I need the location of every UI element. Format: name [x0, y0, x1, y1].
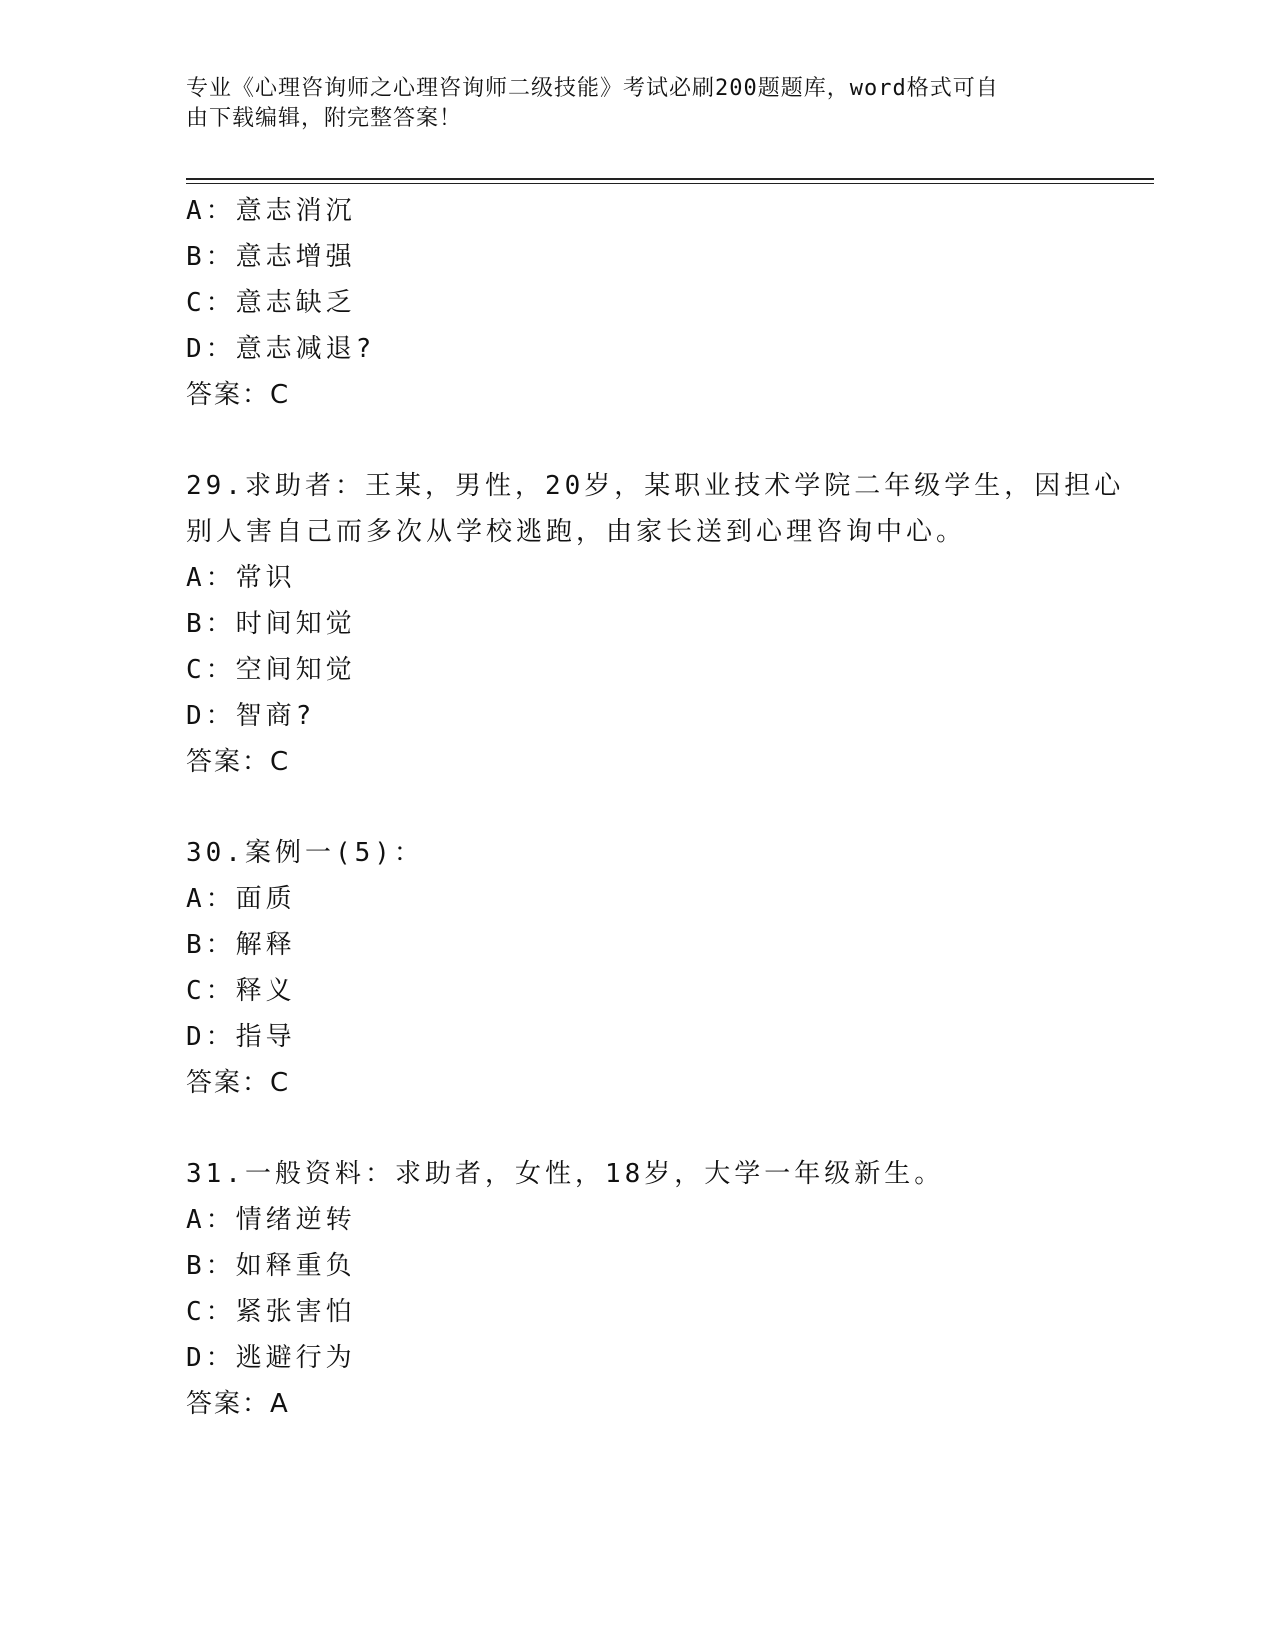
answer-label: 答案： — [186, 1068, 271, 1098]
option-a: A：面质 — [186, 884, 296, 914]
answer-value: C — [270, 1068, 291, 1098]
header-line-1: 专业《心理咨询师之心理咨询师二级技能》考试必刷200题题库，word格式可自 — [186, 76, 999, 101]
answer-value: A — [270, 1389, 290, 1419]
question-block — [186, 1151, 1154, 1427]
question-text-line: 别人害自己而多次从学校逃跑，由家长送到心理咨询中心。 — [186, 517, 967, 547]
answer-line — [186, 1060, 1154, 1106]
answer-line — [186, 739, 1154, 785]
option-d: D：逃避行为 — [186, 1343, 356, 1373]
answer-value: C — [270, 380, 291, 410]
answer-line — [186, 372, 1154, 418]
option-a: A：意志消沉 — [186, 196, 356, 226]
option-a: A：常识 — [186, 563, 296, 593]
option-d: D：指导 — [186, 1022, 296, 1052]
question-text-line: 29.求助者：王某，男性，20岁，某职业技术学院二年级学生，因担心 — [186, 471, 1125, 501]
option-d: D：智商? — [186, 701, 316, 731]
option-c: C：意志缺乏 — [186, 288, 356, 318]
question-text-line: 31.一般资料：求助者，女性，18岁，大学一年级新生。 — [186, 1159, 945, 1189]
answer-value: C — [270, 747, 291, 777]
question-list — [186, 188, 1154, 1427]
header-divider-top — [186, 178, 1154, 180]
answer-line — [186, 1381, 1154, 1427]
option-b: B：如释重负 — [186, 1251, 356, 1281]
question-text-line: 30.案例一(5)： — [186, 838, 424, 868]
option-b: B：时间知觉 — [186, 609, 356, 639]
header-divider-bottom — [186, 183, 1154, 184]
option-a: A：情绪逆转 — [186, 1205, 356, 1235]
option-c: C：紧张害怕 — [186, 1297, 356, 1327]
option-c: C：空间知觉 — [186, 655, 356, 685]
option-b: B：解释 — [186, 930, 296, 960]
answer-label: 答案： — [186, 747, 271, 777]
question-block — [186, 830, 1154, 1106]
header-line-2: 由下载编辑，附完整答案！ — [186, 106, 463, 131]
answer-label: 答案： — [186, 380, 271, 410]
question-block — [186, 463, 1154, 785]
option-d: D：意志减退? — [186, 334, 376, 364]
option-b: B：意志增强 — [186, 242, 356, 272]
option-c: C：释义 — [186, 976, 296, 1006]
answer-label: 答案： — [186, 1389, 271, 1419]
document-header — [186, 74, 1066, 134]
question-block — [186, 188, 1154, 418]
